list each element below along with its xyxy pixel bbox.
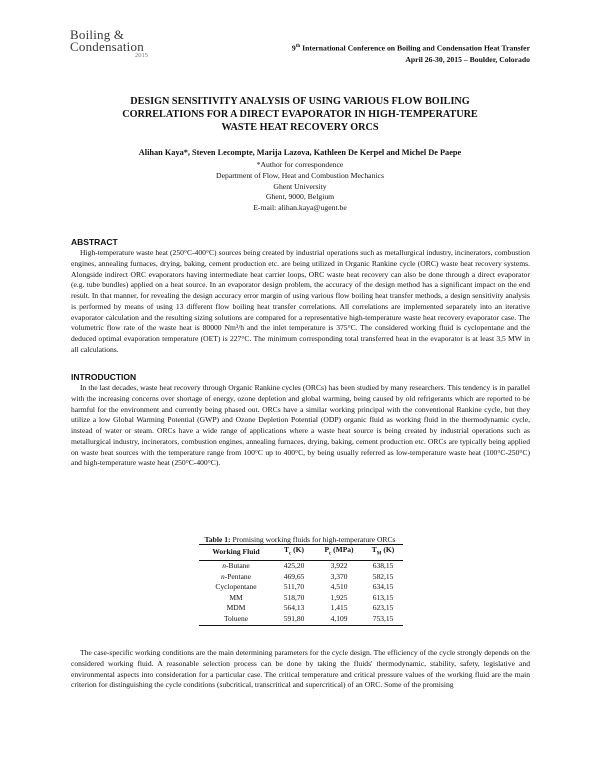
fluid-cell: n-Pentane: [221, 571, 251, 581]
table-row: [199, 572, 403, 583]
table-row: [199, 582, 403, 593]
tm-cell: 753,15: [363, 614, 403, 625]
table-header-row: [199, 545, 403, 561]
city: Ghent, 9000, Belgium: [265, 192, 335, 202]
pc-cell: 3,922: [330, 561, 348, 571]
fluid-cell: MDM: [226, 603, 246, 613]
fluid-cell: Toluene: [199, 614, 273, 625]
logo-year: 2015: [135, 52, 148, 59]
col-header-fluid: Working Fluid: [199, 545, 273, 561]
tc-cell: 518,70: [283, 592, 305, 602]
pc-cell: 4,109: [315, 614, 363, 625]
table-caption: Table 1: Promising working fluids for high-temperature ORCs: [204, 535, 396, 544]
abstract-heading: ABSTRACT: [71, 237, 118, 247]
university: Ghent University: [273, 181, 327, 191]
table-row: [199, 561, 403, 572]
paper-title: [70, 95, 530, 134]
pc-cell: 3,370: [330, 571, 348, 581]
tm-cell: 634,15: [372, 582, 394, 592]
abstract-body: High-temperature waste heat (250°C-400°C) sources being created by industrial operations such as metallurgical industry, incinerators, combustion engines, annealing furnaces, drying, baking, cement production etc. are being utilized in Organic Rankine cycle (ORC) waste heat recovery systems. Alongside indirect ORC evaporators having intermediate heat carrier loops, ORC waste heat recovery can also be done through a direct evaporator (e.g. tube bundles) applied on a heat source. In an evaporator design problem, the accuracy of the design method has a significant impact on the end result. In that manner, for revealing the design accuracy error margin of using various flow boiling heat transfer methods, a design sensitivity analysis is performed by means of using 13 different flow boiling heat transfer correlations. All correlations are implemented separately into an iterative evaporator calculation and the resulting sizing solutions are compared for a representative high-temperature waste heat recovery evaporator case. The volumetric flow rate of the waste heat is 80000 Nm³/h and the inlet temperature is 375°C. The considered working fluid is cyclopentane and the deduced optimal evaporation temperature (OET) is 227°C. The minimum corresponding total transferred heat in the evaporator is at least 3,5 MW in all calculations.: [71, 248, 530, 354]
author-list: Alihan Kaya*, Steven Lecompte, Marija Lazova, Kathleen De Kerpel and Michel De Paepe: [138, 148, 462, 157]
introduction-heading: INTRODUCTION: [71, 372, 137, 382]
conference-logo: [70, 28, 150, 60]
email: E-mail: alihan.kaya@ugent.be: [253, 203, 347, 213]
fluid-cell: Cyclopentane: [215, 582, 257, 592]
pc-cell: 1,925: [330, 592, 348, 602]
conference-name: 9th International Conference on Boiling and Condensation Heat Transfer: [291, 43, 530, 53]
fluid-cell: MM: [229, 592, 243, 602]
title-line: DESIGN SENSITIVITY ANALYSIS OF USING VARIOUS FLOW BOILING: [130, 96, 470, 107]
col-header-pc: $P_c$ (MPa): [315, 545, 363, 561]
table-row: [199, 593, 403, 604]
pc-cell: 4,510: [330, 582, 348, 592]
col-header-tm: $T_M$ (K): [363, 545, 403, 561]
tc-cell: 591,80: [273, 614, 315, 625]
tm-cell: 638,15: [372, 561, 394, 571]
logo-line-1: Boiling &: [70, 27, 125, 42]
title-line: CORRELATIONS FOR A DIRECT EVAPORATOR IN HIGH-TEMPERATURE: [122, 109, 478, 120]
introduction-body: In the last decades, waste heat recovery through Organic Rankine cycles (ORCs) has been studied by many researchers. This tendency is in parallel with the increasing concerns over shortage of energy, ozone depletion and global warming, being caused by old refrigerants which are reported to be harmful for the environment and currently being phased out. ORCs have a similar working principal with the conventional Rankine cycle, but they utilize a low Global Warming Potential (GWP) and Ozone Depletion Potential (ODP) organic fluid as working fluid in the thermodynamic cycle, instead of water or steam. ORCs have a wide range of applications where a waste heat source is being created by industrial operations such as metallurgical industry, incinerators, combustion engines, annealing furnaces, drying, baking, cement production etc. ORCs are typically being applied on waste heat sources with the temperature range from 100°C up to 400°C, by being usually referred as low-temperature waste heat (100°C-250°C) and high-temperature waste heat (250°C-400°C).: [71, 383, 530, 468]
introduction-body-2: The case-specific working conditions are the main determining parameters for the cycle design. The efficiency of the cycle strongly depends on the considered working fluid. A reasonable selection process can be done by taking the fluids' thermodynamic, stability, safety, legislative and environmental aspects into consideration for a particular case. The critical temperature and critical pressure values of the working fluid are the main criterion for distinguishing the cycle conditions (subcritical, transcritical and supercritical) of an ORC. Some of the promising: [71, 648, 530, 690]
affiliation-block: [60, 160, 540, 214]
working-fluids-table: [199, 544, 403, 626]
table-row: [199, 603, 403, 614]
tm-cell: 582,15: [372, 571, 394, 581]
tm-cell: 613,15: [372, 592, 394, 602]
title-line: WASTE HEAT RECOVERY ORCS: [221, 122, 379, 133]
tm-cell: 623,15: [372, 603, 394, 613]
tc-cell: 564,13: [283, 603, 305, 613]
conference-header: [292, 41, 530, 65]
fluid-cell: n-Butane: [222, 561, 250, 571]
conference-dates: April 26-30, 2015 – Boulder, Colorado: [405, 54, 530, 64]
pc-cell: 1,415: [330, 603, 348, 613]
department: Department of Flow, Heat and Combustion Mechanics: [216, 170, 384, 180]
logo-line-2: Condensation: [70, 39, 144, 54]
tc-cell: 425,20: [283, 561, 305, 571]
table-row: [199, 614, 403, 625]
col-header-tc: $T_c$ (K): [273, 545, 315, 561]
tc-cell: 511,70: [283, 582, 305, 592]
correspondence-note: *Author for correspondence: [256, 160, 344, 169]
tc-cell: 469,65: [283, 571, 305, 581]
